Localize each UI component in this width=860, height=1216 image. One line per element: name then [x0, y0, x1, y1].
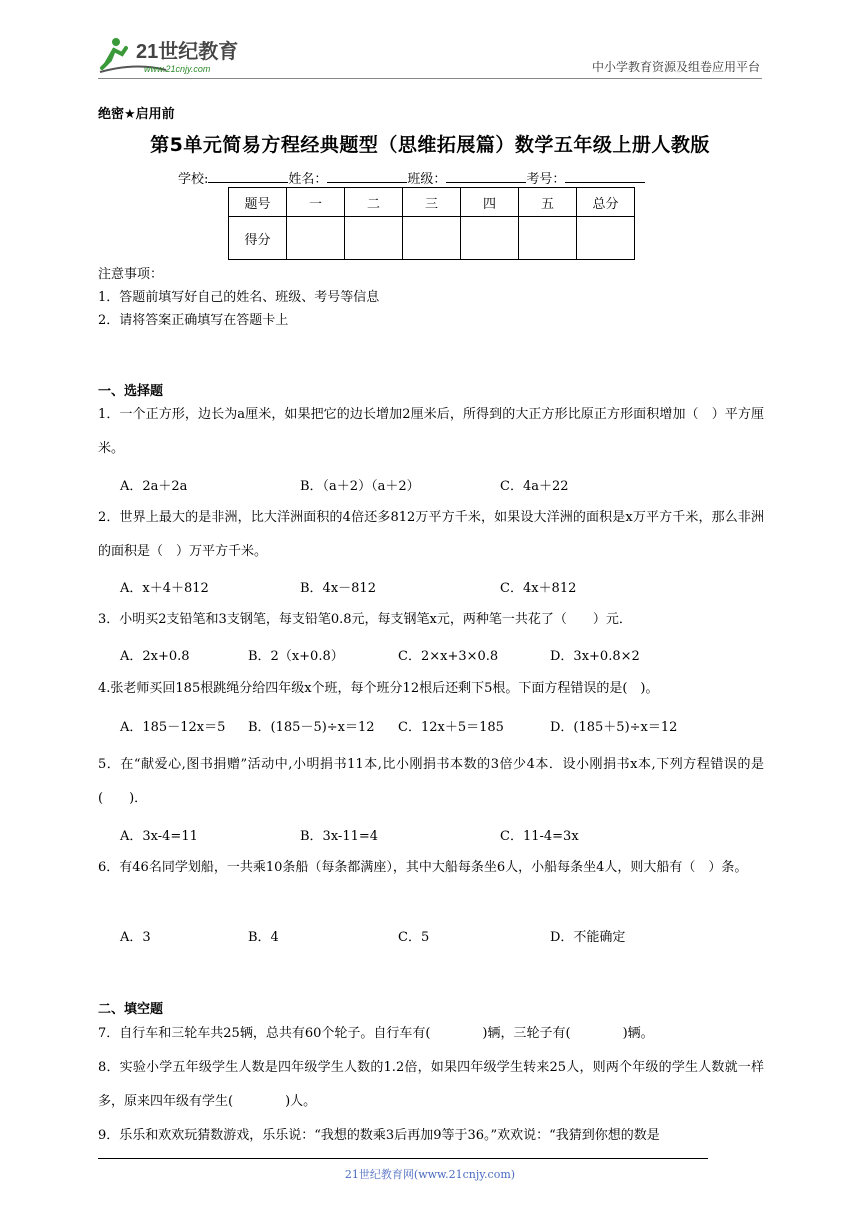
score-cell[interactable]: [345, 217, 403, 260]
notes-title: 注意事项：: [98, 267, 164, 282]
note-item: 1．答题前填写好自己的姓名、班级、考号等信息: [98, 290, 380, 305]
option[interactable]: C．4x＋812: [500, 581, 577, 596]
score-header: 一: [287, 188, 345, 217]
question-6: 6．有46名同学划船，一共乘10条船（每条都满座），其中大船每条坐6人，小船每条坐4人，则大船有（ ）条。: [98, 860, 748, 875]
platform-name: 中小学教育资源及组卷应用平台: [591, 60, 760, 74]
option[interactable]: B．3x-11=4: [300, 829, 379, 844]
question-9: 9．乐乐和欢欢玩猜数游戏，乐乐说：“我想的数乘3后再加9等于36。”欢欢说：“我猜到你想的数是: [98, 1128, 660, 1143]
secret-label: 绝密★启用前: [98, 107, 175, 122]
note-item: 2．请将答案正确填写在答题卡上: [98, 313, 289, 328]
question-2: 2．世界上最大的是非洲，比大洋洲面积的4倍还多812万平方千米，如果设大洋洲的面积是x万平方千米，那么非洲的面积是（ ）万平方千米。: [98, 510, 764, 559]
header-divider: [98, 78, 762, 79]
score-cell[interactable]: [287, 217, 345, 260]
option[interactable]: A．x＋4＋812: [120, 581, 209, 596]
option[interactable]: B．4: [248, 930, 279, 945]
option[interactable]: B．4x－812: [300, 581, 376, 596]
class-label: 班级：: [407, 172, 447, 187]
question-7: 7．自行车和三轮车共25辆，总共有60个轮子。自行车有( )辆，三轮子有( )辆。: [98, 1026, 654, 1041]
footer-text: 21世纪教育网(www.21cnjy.com): [344, 1168, 516, 1181]
logo-text: 21世纪教育: [136, 41, 239, 63]
name-label: 姓名：: [288, 172, 328, 187]
question-5: 5．在“献爱心,图书捐赠”活动中,小明捐书11本,比小刚捐书本数的3倍少4本．设小刚捐书x本,下列方程错误的是( )．: [98, 757, 764, 806]
student-info-line: [178, 168, 645, 187]
option[interactable]: D．(185＋5)÷x＝12: [550, 720, 678, 735]
school-blank[interactable]: [208, 169, 288, 183]
option[interactable]: A．3: [120, 930, 151, 945]
question-4: 4.张老师买回185根跳绳分给四年级x个班，每个班分12根后还剩下5根。下面方程错误的是( )。: [98, 681, 659, 696]
option[interactable]: B．（a＋2）（a＋2）: [300, 479, 420, 494]
section-title: 二、填空题: [98, 1002, 164, 1017]
question-8: 8．实验小学五年级学生人数是四年级学生人数的1.2倍，如果四年级学生转来25人，则两个年级的学生人数就一样多，原来四年级有学生( )人。: [98, 1060, 764, 1109]
option[interactable]: B．2（x+0.8）: [248, 649, 344, 664]
option[interactable]: C．5: [398, 930, 430, 945]
score-cell[interactable]: [577, 217, 635, 260]
option[interactable]: A．3x-4=11: [120, 829, 198, 844]
score-table: [228, 187, 635, 260]
name-blank[interactable]: [327, 169, 407, 183]
question-1: 1．一个正方形，边长为a厘米，如果把它的边长增加2厘米后，所得到的大正方形比原正方形面积增加（ ）平方厘米。: [98, 407, 764, 456]
page-title: 第5单元简易方程经典题型（思维拓展篇）数学五年级上册人教版: [150, 134, 710, 156]
option[interactable]: A．2x+0.8: [120, 649, 190, 664]
footer-divider: [98, 1158, 708, 1159]
option[interactable]: C．12x＋5＝185: [398, 720, 504, 735]
score-cell[interactable]: [519, 217, 577, 260]
score-header: 五: [519, 188, 577, 217]
question-3: 3．小明买2支铅笔和3支钢笔，每支铅笔0.8元，每支钢笔x元，两种笔一共花了（ ）元．: [98, 612, 632, 627]
site-logo: [96, 34, 261, 78]
score-header: 题号: [229, 188, 287, 217]
score-header: 二: [345, 188, 403, 217]
option[interactable]: C．11-4=3x: [500, 829, 579, 844]
section-title: 一、选择题: [98, 384, 164, 399]
option[interactable]: A．185－12x＝5: [120, 720, 226, 735]
option[interactable]: A．2a＋2a: [120, 479, 188, 494]
option[interactable]: C．2×x+3×0.8: [398, 649, 499, 664]
exam-no-blank[interactable]: [565, 169, 645, 183]
score-header: 三: [403, 188, 461, 217]
option[interactable]: D．不能确定: [550, 930, 626, 945]
exam-no-label: 考号：: [526, 172, 566, 187]
score-cell[interactable]: [403, 217, 461, 260]
score-header: 总分: [577, 188, 635, 217]
school-label: 学校:: [178, 172, 209, 187]
logo-url: www.21cnjy.com: [144, 64, 211, 74]
option[interactable]: D．3x+0.8×2: [550, 649, 640, 664]
score-header: 四: [461, 188, 519, 217]
option[interactable]: C．4a＋22: [500, 479, 569, 494]
score-cell[interactable]: [461, 217, 519, 260]
class-blank[interactable]: [446, 169, 526, 183]
option[interactable]: B．(185－5)÷x＝12: [248, 720, 375, 735]
score-row-label: 得分: [229, 217, 287, 260]
notes: [98, 263, 379, 332]
